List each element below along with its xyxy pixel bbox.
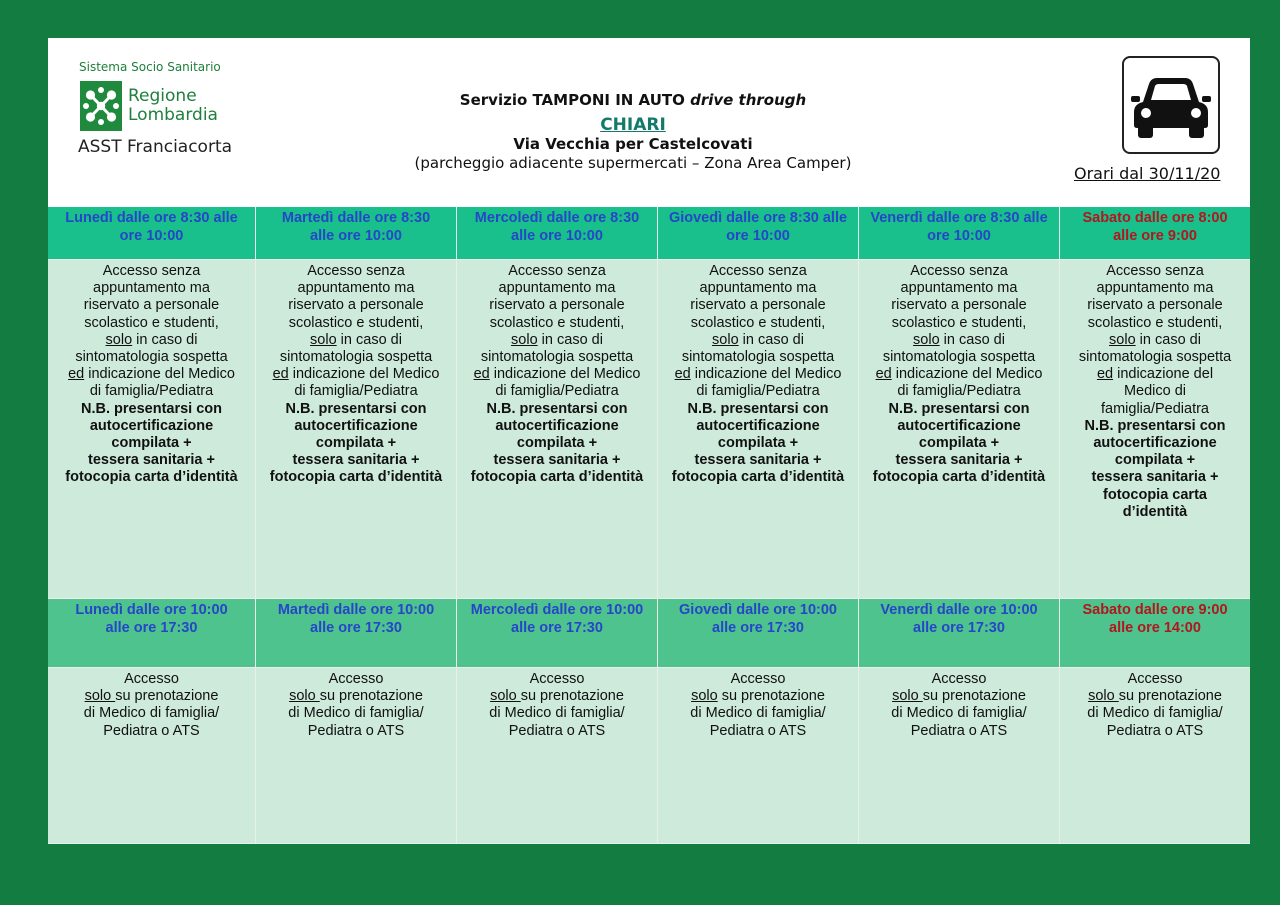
parking-note: (parcheggio adiacente supermercati – Zona Area Camper) [414, 154, 852, 172]
slot-header-thursday-morning: Giovedì dalle ore 8:30 alle ore 10:00 [658, 207, 859, 260]
access-rules-thursday-afternoon: Accesso solo su prenotazione di Medico di famiglia/ Pediatra o ATS [658, 668, 859, 844]
slot-header-wednesday-afternoon: Mercoledì dalle ore 10:00 alle ore 17:30 [457, 599, 658, 668]
access-rules-friday-morning: Accesso senza appuntamento ma riservato a personale scolastico e studenti, solo in caso di sintomatologia sospetta ed indicazione del Medico di famiglia/Pediatra N.B. presentarsi con autocertificazione compilata + tessera sanitaria + fotocopia carta d’identità [859, 260, 1060, 599]
service-title-italic: drive through [690, 91, 807, 109]
slot-header-wednesday-morning: Mercoledì dalle ore 8:30 alle ore 10:00 [457, 207, 658, 260]
slot-header-friday-morning: Venerdì dalle ore 8:30 alle ore 10:00 [859, 207, 1060, 260]
slot-header-monday-afternoon: Lunedì dalle ore 10:00 alle ore 17:30 [48, 599, 256, 668]
car-icon [1122, 56, 1220, 154]
access-rules-thursday-morning: Accesso senza appuntamento ma riservato a personale scolastico e studenti, solo in caso di sintomatologia sospetta ed indicazione del Medico di famiglia/Pediatra N.B. presentarsi con autocertificazione compilata + tessera sanitaria + fotocopia carta d’identità [658, 260, 859, 599]
service-title [378, 91, 888, 109]
logo-region-line1: Regione [128, 86, 197, 106]
logo-system-label: Sistema Socio Sanitario [79, 60, 221, 74]
page-heading [378, 91, 888, 173]
service-title-prefix: Servizio TAMPONI IN AUTO [459, 91, 691, 109]
logo-asst-label: ASST Franciacorta [78, 137, 233, 157]
slot-header-tuesday-afternoon: Martedì dalle ore 10:00 alle ore 17:30 [256, 599, 457, 668]
slot-header-saturday-afternoon: Sabato dalle ore 9:00 alle ore 14:00 [1060, 599, 1250, 668]
schedule-valid-from: Orari dal 30/11/20 [1074, 164, 1221, 183]
logo-region-line2: Lombardia [128, 105, 218, 125]
slot-header-thursday-afternoon: Giovedì dalle ore 10:00 alle ore 17:30 [658, 599, 859, 668]
slot-header-tuesday-morning: Martedì dalle ore 8:30 alle ore 10:00 [256, 207, 457, 260]
access-rules-tuesday-afternoon: Accesso solo su prenotazione di Medico di famiglia/ Pediatra o ATS [256, 668, 457, 844]
street-address: Via Vecchia per Castelcovati [513, 135, 753, 153]
access-rules-wednesday-morning: Accesso senza appuntamento ma riservato a personale scolastico e studenti, solo in caso di sintomatologia sospetta ed indicazione del Medico di famiglia/Pediatra N.B. presentarsi con autocertificazione compilata + tessera sanitaria + fotocopia carta d’identità [457, 260, 658, 599]
schedule-table [48, 207, 1250, 844]
lombardia-rose-icon [80, 81, 122, 131]
logo-region [128, 87, 218, 125]
slot-header-saturday-morning: Sabato dalle ore 8:00 alle ore 9:00 [1060, 207, 1250, 260]
slot-header-friday-afternoon: Venerdì dalle ore 10:00 alle ore 17:30 [859, 599, 1060, 668]
access-rules-monday-afternoon: Accesso solo su prenotazione di Medico di famiglia/ Pediatra o ATS [48, 668, 256, 844]
access-rules-monday-morning: Accesso senza appuntamento ma riservato a personale scolastico e studenti, solo in caso di sintomatologia sospetta ed indicazione del Medico di famiglia/Pediatra N.B. presentarsi con autocertificazione compilata + tessera sanitaria + fotocopia carta d’identità [48, 260, 256, 599]
access-rules-friday-afternoon: Accesso solo su prenotazione di Medico di famiglia/ Pediatra o ATS [859, 668, 1060, 844]
city-name: CHIARI [600, 115, 666, 135]
access-rules-tuesday-morning: Accesso senza appuntamento ma riservato a personale scolastico e studenti, solo in caso di sintomatologia sospetta ed indicazione del Medico di famiglia/Pediatra N.B. presentarsi con autocertificazione compilata + tessera sanitaria + fotocopia carta d’identità [256, 260, 457, 599]
slot-header-monday-morning: Lunedì dalle ore 8:30 alle ore 10:00 [48, 207, 256, 260]
schedule-sheet [48, 38, 1250, 844]
access-rules-saturday-afternoon: Accesso solo su prenotazione di Medico di famiglia/ Pediatra o ATS [1060, 668, 1250, 844]
access-rules-saturday-morning: Accesso senza appuntamento ma riservato a personale scolastico e studenti, solo in caso di sintomatologia sospetta ed indicazione del Medico di famiglia/Pediatra N.B. presentarsi con autocertificazione compilata + tessera sanitaria + fotocopia carta d’identità [1060, 260, 1250, 599]
access-rules-wednesday-afternoon: Accesso solo su prenotazione di Medico di famiglia/ Pediatra o ATS [457, 668, 658, 844]
